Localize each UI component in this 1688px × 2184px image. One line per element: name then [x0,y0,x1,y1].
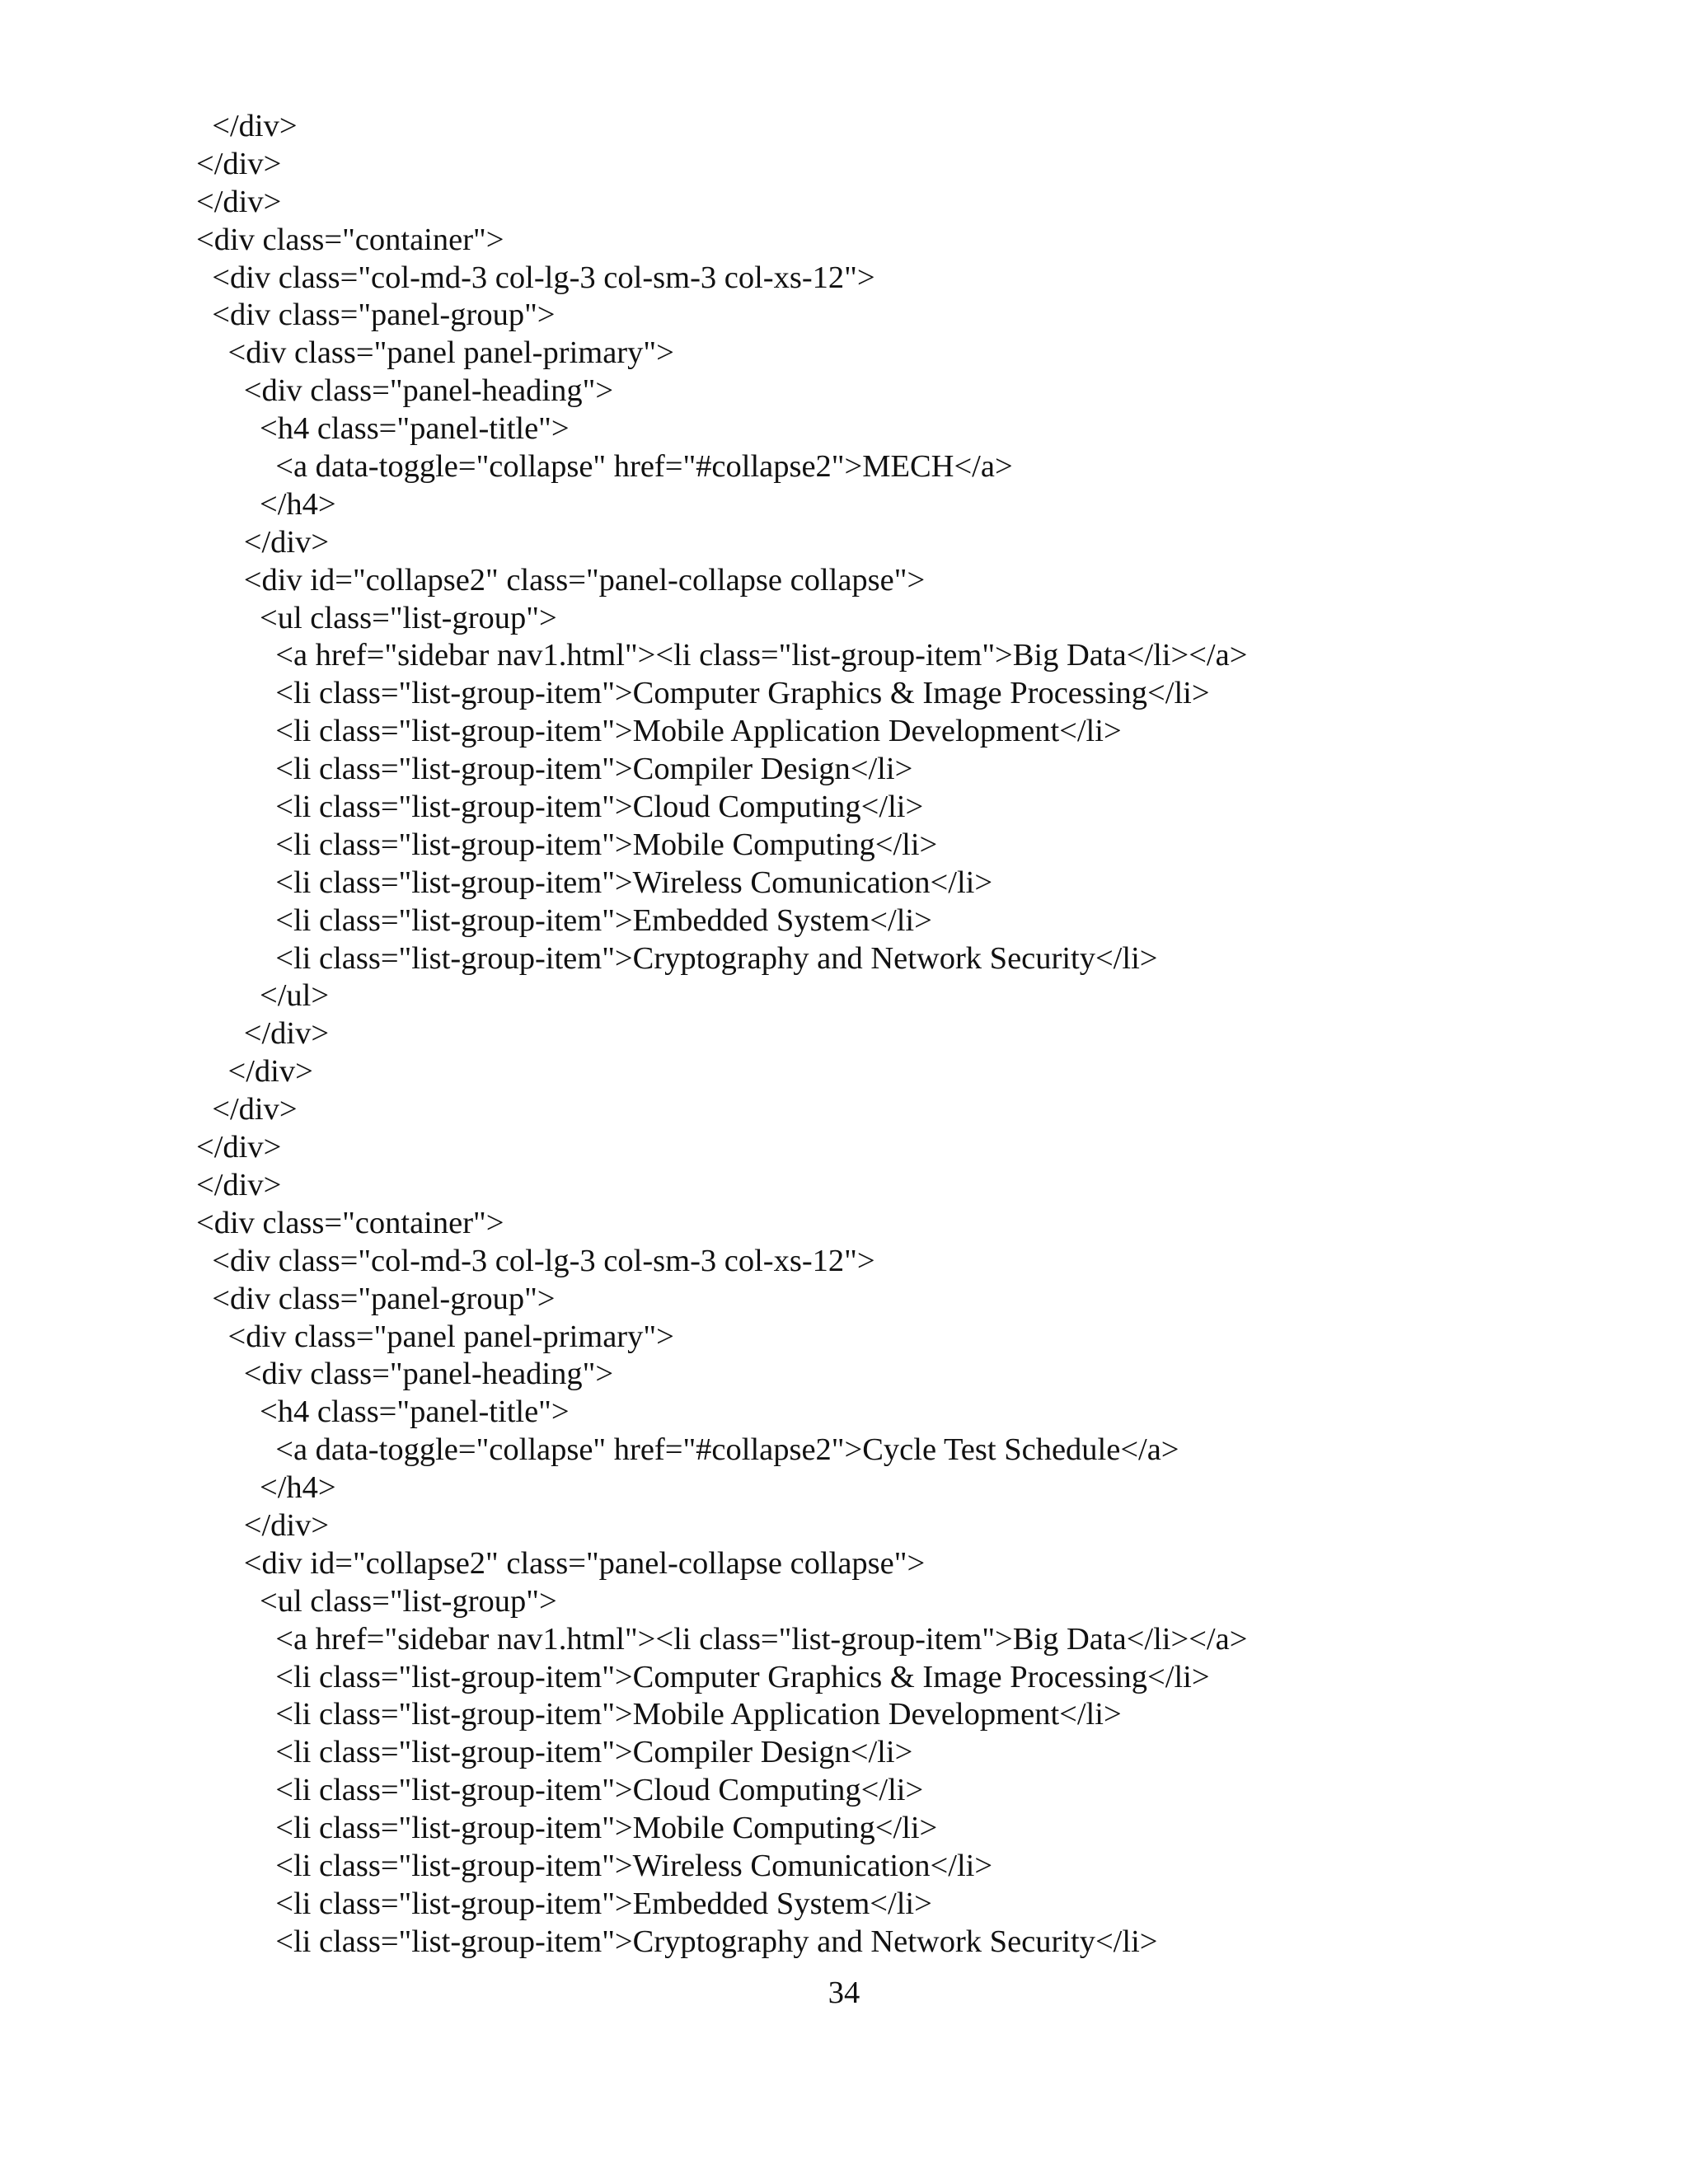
code-line: <a data-toggle="collapse" href="#collapse2">MECH</a> [196,449,1013,485]
code-line: <li class="list-group-item">Wireless Comunication</li> [196,865,993,900]
code-line: <li class="list-group-item">Mobile Application Development</li> [196,714,1122,749]
code-line: </h4> [196,486,336,522]
code-listing [196,108,1247,1961]
code-line: </ul> [196,978,330,1014]
code-line: <div class="panel-group"> [196,1281,556,1316]
code-line: <li class="list-group-item">Computer Graphics & Image Processing</li> [196,676,1210,711]
code-line: <li class="list-group-item">Embedded System</li> [196,902,932,938]
code-line: </div> [196,1054,313,1090]
code-line: </div> [196,1130,282,1165]
code-line: <h4 class="panel-title"> [196,1394,570,1430]
code-line: <ul class="list-group"> [196,600,557,635]
code-line: </h4> [196,1470,336,1506]
code-line: <li class="list-group-item">Wireless Comunication</li> [196,1848,993,1883]
code-line: <div class="panel-heading"> [196,1357,614,1392]
code-line: <li class="list-group-item">Cloud Computing</li> [196,790,924,825]
code-line: <div id="collapse2" class="panel-collapse collapse"> [196,1545,926,1581]
code-line: <li class="list-group-item">Computer Graphics & Image Processing</li> [196,1659,1210,1694]
code-line: <ul class="list-group"> [196,1583,557,1619]
code-line: <li class="list-group-item">Mobile Computing</li> [196,827,938,862]
code-line: </div> [196,146,282,181]
code-line: <div class="panel panel-primary"> [196,1319,674,1354]
code-line: <div class="panel-group"> [196,298,556,333]
code-line: <li class="list-group-item">Cloud Computing</li> [196,1773,924,1808]
code-line: </div> [196,109,298,143]
code-line: </div> [196,1167,282,1202]
code-line: <a href="sidebar nav1.html"><li class="list-group-item">Big Data</li></a> [196,1621,1248,1657]
code-line: </div> [196,524,330,560]
code-line: <div class="container"> [196,1205,504,1240]
code-line: <li class="list-group-item">Mobile Application Development</li> [196,1697,1122,1732]
code-line: <li class="list-group-item">Compiler Design</li> [196,752,913,787]
code-line: <h4 class="panel-title"> [196,411,570,447]
code-line: <li class="list-group-item">Embedded System</li> [196,1886,932,1921]
code-line: <li class="list-group-item">Compiler Design</li> [196,1735,913,1770]
code-line: </div> [196,1507,330,1543]
page-number: 34 [828,1975,860,2010]
code-line: <li class="list-group-item">Cryptography and Network Security</li> [196,940,1158,976]
code-line: <div class="col-md-3 col-lg-3 col-sm-3 col-xs-12"> [196,1243,875,1278]
code-line: </div> [196,1092,298,1127]
code-line: <a data-toggle="collapse" href="#collapse2">Cycle Test Schedule</a> [196,1432,1179,1468]
code-line: <div class="panel panel-primary"> [196,335,674,371]
code-line: </div> [196,184,282,219]
code-line: <div class="col-md-3 col-lg-3 col-sm-3 col-xs-12"> [196,260,875,295]
code-line: <div class="panel-heading"> [196,373,614,409]
code-line: <a href="sidebar nav1.html"><li class="list-group-item">Big Data</li></a> [196,638,1248,673]
code-line: </div> [196,1016,330,1052]
code-line: <li class="list-group-item">Cryptography and Network Security</li> [196,1924,1158,1959]
code-line: <div class="container"> [196,222,504,257]
code-line: <li class="list-group-item">Mobile Computing</li> [196,1811,938,1846]
code-line: <div id="collapse2" class="panel-collapse collapse"> [196,562,926,598]
